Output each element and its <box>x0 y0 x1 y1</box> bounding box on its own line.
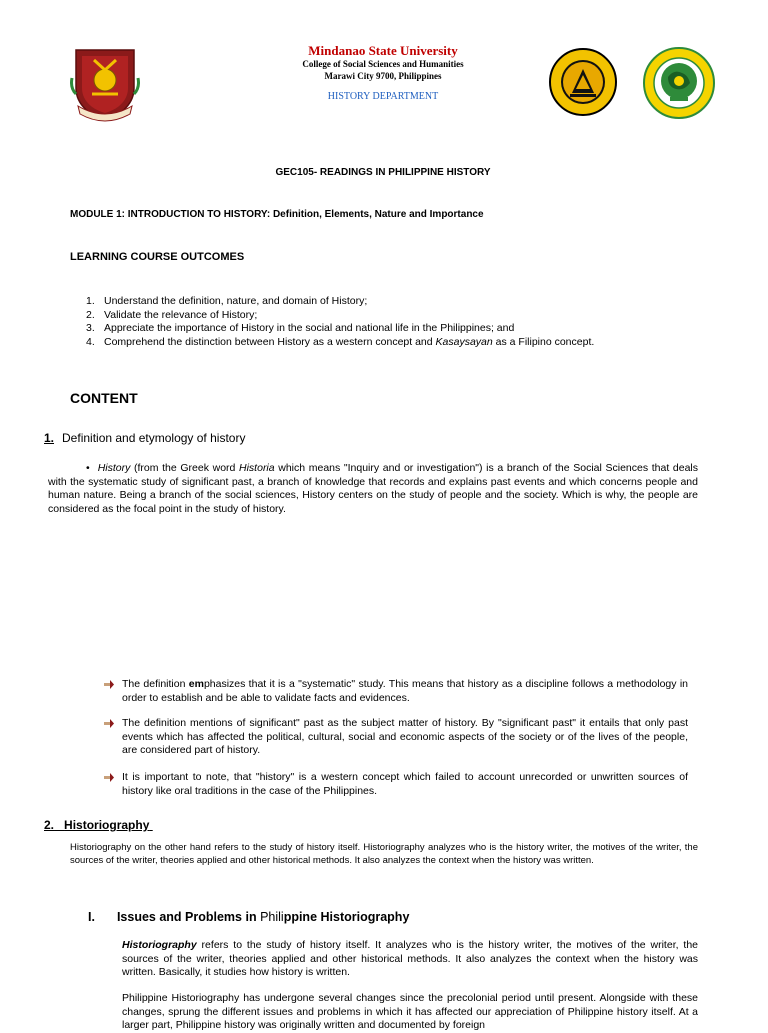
list-item-text: Appreciate the importance of History in the social and national life in the Philippines; and <box>104 322 515 334</box>
section-1-heading <box>44 431 245 445</box>
history-department-seal-logo <box>642 47 716 119</box>
section-2-heading <box>44 818 153 832</box>
college-name: College of Social Sciences and Humanities <box>302 59 464 69</box>
department-name: HISTORY DEPARTMENT <box>327 91 439 102</box>
philippine-historiography-paragraph: Philippine Historiography has undergone several changes since the precolonial period until present. Alongside with these changes, sprung the different issues and problems in which it has affected our appreciation of Philippine history itself. At a larger part, Philippine history was originally written and documented by foreign <box>122 992 698 1031</box>
subsection-numeral: I. <box>88 910 95 924</box>
historiography-definition-paragraph: Historiography refers to the study of history itself. It analyzes who is the history writer, the motives of the writer, the sources of the writer, theories applied and other historical methods. It also analyzes the context when the history was written. Basically, it studies how history is written. <box>122 939 698 978</box>
list-item <box>86 322 594 336</box>
list-item <box>86 336 594 350</box>
arrow-bullet-icon <box>104 678 122 705</box>
list-item-number: 4. <box>86 335 95 348</box>
subsection-i-heading <box>88 910 409 924</box>
list-item <box>104 771 688 798</box>
list-item <box>86 295 594 309</box>
list-item-number: 3. <box>86 322 95 334</box>
history-definition-paragraph: • History (from the Greek word Historia which means "Inquiry and or investigation") is a branch of the Social Sciences that deals with the systematic study of significant past, a branch of knowledge that records and explains past events and which concerns people and human nature. Being a branch of the social sciences, History centers on the study of people and the society. Which is why, the people are considered as the focal point in the study of history. <box>48 462 698 515</box>
course-title: GEC105- READINGS IN PHILIPPINE HISTORY <box>275 167 491 178</box>
learning-outcomes-list <box>86 295 594 349</box>
section-number: 2. <box>44 818 55 832</box>
kasaysayan-term: Kasaysayan <box>435 335 493 348</box>
university-name: Mindanao State University <box>308 43 458 58</box>
arrow-bullet-icon <box>104 717 122 758</box>
section-title: Historiography <box>64 818 150 832</box>
list-item <box>86 309 594 323</box>
list-item-text: Understand the definition, nature, and domain of History; <box>104 295 368 307</box>
list-item-number: 1. <box>86 295 95 307</box>
subsection-title: Issues and Problems in Philippine Historiography <box>116 910 410 924</box>
historiography-paragraph: Historiography on the other hand refers to the study of history itself. Historiography analyzes who is the history writer, the motives of the writer, the sources of the writer, theories applied and other historical methods. It also analyzes the context when the history was written. <box>70 842 698 866</box>
list-item <box>104 717 688 758</box>
list-item <box>104 678 688 705</box>
college-seal-logo <box>548 47 618 117</box>
bullet-dot: • <box>86 462 90 474</box>
msu-crest-logo <box>70 44 140 122</box>
content-heading: CONTENT <box>70 390 138 406</box>
list-item-number: 2. <box>86 308 95 321</box>
learning-outcomes-heading: LEARNING COURSE OUTCOMES <box>70 251 245 263</box>
list-item-text: The definition mentions of significant" past as the subject matter of history. By "significant past" it entails that only past events which has affected the political, cultural, social and economic aspects of the society or of the lives of the people, are considered part of history. <box>122 717 688 756</box>
list-item-text: Validate the relevance of History; <box>104 308 258 321</box>
university-address: Marawi City 9700, Philippines <box>324 71 442 81</box>
module-title: MODULE 1: INTRODUCTION TO HISTORY: Definition, Elements, Nature and Importance <box>70 209 484 220</box>
section-title: Definition and etymology of history <box>62 431 246 445</box>
list-item-text: The definition emphasizes that it is a "systematic" study. This means that history as a discipline follows a methodology in order to establish and be able to validate facts and evidences. <box>122 678 689 704</box>
arrow-bullet-icon <box>104 771 122 798</box>
section-number: 1. <box>44 431 55 445</box>
list-item-text: It is important to note, that "history" is a western concept which failed to account unrecorded or unwritten sources of history like oral traditions in the case of the Philippines. <box>122 771 688 797</box>
list-item-text: Comprehend the distinction between History as a western concept and Kasaysayan as a Filipino concept. <box>104 335 595 348</box>
